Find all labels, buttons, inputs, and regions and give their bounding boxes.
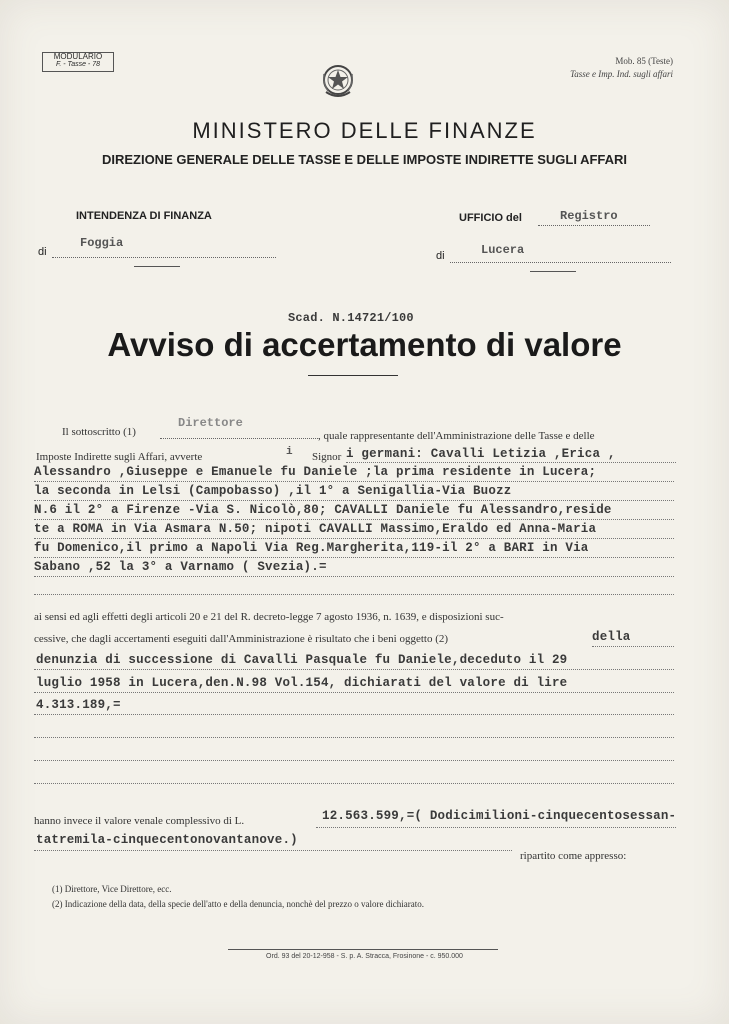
valore-amount: 12.563.599,=( Dodicimilioni-cinquecentosessan- — [322, 809, 677, 823]
articoli-text-1: ai sensi ed agli effetti degli articoli 20 e 21 del R. decreto-legge 7 agosto 1936, n. 1639, e disposizioni suc- — [34, 611, 504, 623]
ufficio-underline — [530, 271, 576, 272]
recipient-rule-5 — [34, 538, 674, 539]
sottoscritto-label: Il sottoscritto (1) — [62, 426, 136, 438]
footnote-2: (2) Indicazione della data, della specie dell'atto e della denuncia, nonchè del prezzo o valore dichiarato. — [52, 899, 424, 909]
beni-rule-1 — [34, 669, 674, 670]
recipient-rule-8 — [34, 594, 674, 595]
intendenza-city: Foggia — [80, 236, 124, 250]
recipient-line-3: la seconda in Lelsi (Campobasso) ,il 1° a Senigallia-Via Buozz — [34, 484, 512, 498]
recipient-rule-7 — [34, 576, 674, 577]
recipient-line-6: fu Domenico,il primo a Napoli Via Reg.Margherita,119-il 2° a BARI in Via — [34, 541, 589, 555]
rappresentante-text: , quale rappresentante dell'Amministrazione delle Tasse e delle — [318, 430, 595, 442]
recipient-rule-3 — [34, 500, 674, 501]
recipient-line-7: Sabano ,52 la 3° a Varnamo ( Svezia).= — [34, 560, 327, 574]
beni-line-1: denunzia di successione di Cavalli Pasquale fu Daniele,deceduto il 29 — [36, 653, 568, 667]
printer-info: Ord. 93 del 20-12-958 - S. p. A. Stracca, Frosinone - c. 950.000 — [266, 953, 463, 960]
ufficio-label: UFFICIO del — [459, 212, 522, 224]
valore-rule-2 — [34, 850, 512, 851]
recipient-rule-2 — [34, 481, 674, 482]
recipient-line-5: te a ROMA in Via Asmara N.50; nipoti CAVALLI Massimo,Eraldo ed Anna-Maria — [34, 522, 597, 536]
imposte-text: Imposte Indirette sugli Affari, avverte — [36, 451, 203, 463]
signor-label: Signor — [312, 451, 342, 463]
valore-label: hanno invece il valore venale complessivo di L. — [34, 815, 245, 827]
republic-emblem-icon — [321, 60, 355, 100]
beni-rule-6 — [34, 783, 674, 784]
model-line-1: Mob. 85 (Teste) — [615, 56, 673, 66]
document-title: Avviso di accertamento di valore — [107, 326, 622, 363]
intendenza-line — [52, 257, 276, 258]
ufficio-city: Lucera — [481, 243, 525, 257]
sottoscritto-value: Direttore — [178, 416, 243, 430]
scadenza-number: Scad. N.14721/100 — [288, 311, 414, 325]
intendenza-underline — [134, 266, 180, 267]
valore-words: tatremila-cinquecentonovantanove.) — [36, 833, 298, 847]
recipient-rule-4 — [34, 519, 674, 520]
ufficio-line — [538, 225, 650, 226]
ministry-title: MINISTERO DELLE FINANZE — [192, 118, 537, 143]
modulario-box — [42, 52, 114, 72]
recipient-line-4: N.6 il 2° a Firenze -Via S. Nicolò,80; CAVALLI Daniele fu Alessandro,reside — [34, 503, 612, 517]
beni-line-3: 4.313.189,= — [36, 698, 121, 712]
beni-rule-5 — [34, 760, 674, 761]
printer-rule — [228, 949, 498, 950]
recipient-rule-6 — [34, 557, 674, 558]
model-line-2: Tasse e Imp. Ind. sugli affari — [570, 69, 673, 79]
direction-subtitle: DIREZIONE GENERALE DELLE TASSE E DELLE IMPOSTE INDIRETTE SUGLI AFFARI — [101, 152, 628, 167]
ufficio-value: Registro — [560, 209, 618, 223]
modulario-label: MODULARIO — [53, 52, 103, 61]
footnote-1: (1) Direttore, Vice Direttore, ecc. — [52, 884, 172, 894]
ripartito-text: ripartito come appresso: — [520, 850, 627, 862]
title-rule — [308, 375, 398, 376]
sottoscritto-line — [160, 438, 318, 439]
recipient-line-1: i germani: Cavalli Letizia ,Erica , — [346, 447, 616, 461]
recipient-line-2: Alessandro ,Giuseppe e Emanuele fu Daniele ;la prima residente in Lucera; — [34, 465, 597, 479]
valore-rule-1 — [316, 827, 676, 828]
modulario-code: F. - Tasse - 78 — [56, 61, 100, 68]
ufficio-city-line — [450, 262, 671, 263]
intendenza-di-label: di — [38, 246, 47, 258]
articoli-text-2: cessive, che dagli accertamenti eseguiti dall'Amministrazione è risultato che i beni oggetto (2) — [34, 633, 449, 645]
model-number — [570, 55, 673, 81]
recipient-rule-1 — [346, 462, 676, 463]
beni-rule-2 — [34, 692, 674, 693]
intendenza-label: INTENDENZA DI FINANZA — [76, 210, 212, 222]
avverte-value: i — [286, 446, 293, 458]
oggetto-value: della — [592, 630, 631, 644]
beni-rule-4 — [34, 737, 674, 738]
ufficio-di-label: di — [436, 250, 445, 262]
beni-rule-3 — [34, 714, 674, 715]
oggetto-rule — [592, 646, 674, 647]
beni-line-2: luglio 1958 in Lucera,den.N.98 Vol.154, dichiarati del valore di lire — [36, 676, 568, 690]
